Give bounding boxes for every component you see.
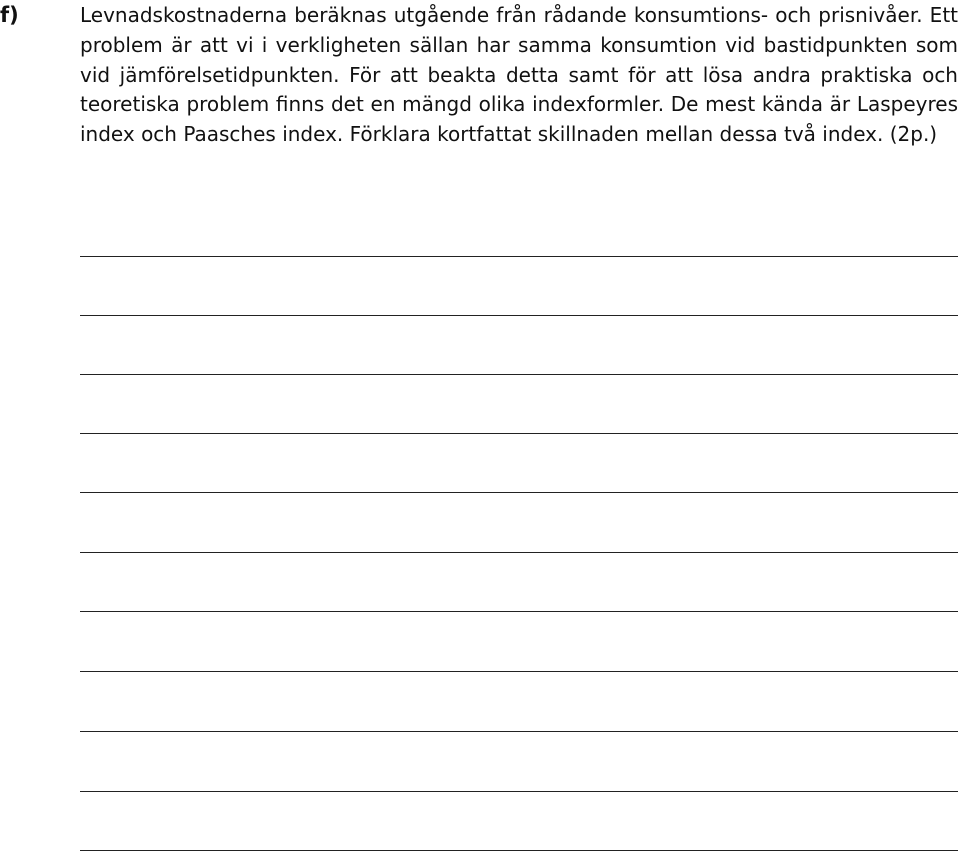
question-label: f): [0, 3, 19, 27]
answer-line[interactable]: [80, 731, 958, 732]
answer-line[interactable]: [80, 492, 958, 493]
points-label: (2p.): [889, 122, 938, 147]
answer-line[interactable]: [80, 791, 958, 792]
answer-line[interactable]: [80, 315, 958, 316]
answer-line[interactable]: [80, 256, 958, 257]
answer-line[interactable]: [80, 552, 958, 553]
question-text: Levnadskostnaderna beräknas utgående från rådande konsumtions- och prisnivåer. Ett problem är att vi i verkligheten sällan har samma konsumtion vid bastidpunkten som vid jämförelsetidpunkten. För att beakta detta samt för att lösa andra praktiska och teoretiska problem finns det en mängd olika indexformler. De mest kända är Laspeyres index och Paasches index. Förklara kortfattat skillnaden mellan dessa två index.: [80, 3, 958, 147]
answer-line[interactable]: [80, 433, 958, 434]
answer-line[interactable]: [80, 850, 958, 851]
answer-line[interactable]: [80, 374, 958, 375]
answer-line[interactable]: [80, 671, 958, 672]
answer-line[interactable]: [80, 611, 958, 612]
question-text-block: [80, 1, 958, 150]
